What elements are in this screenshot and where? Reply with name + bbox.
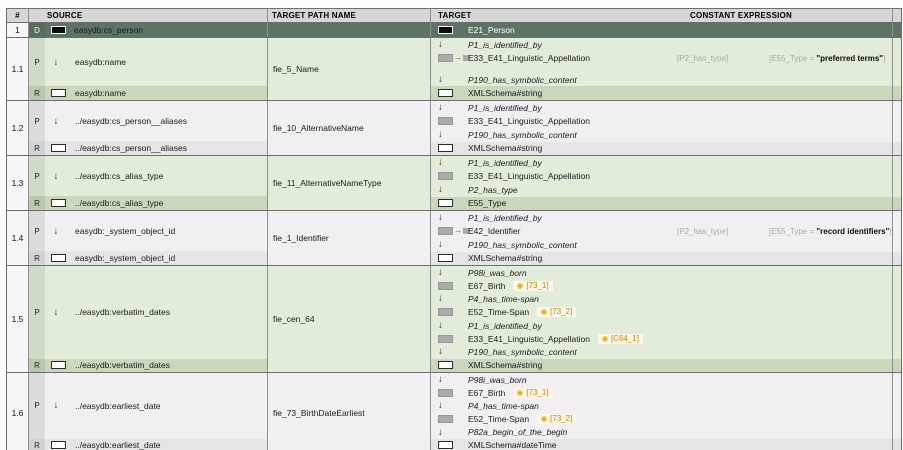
domain-source-row[interactable]: [29, 23, 267, 37]
target-line-entity[interactable]: [431, 306, 901, 319]
target-path-cell[interactable]: [268, 23, 431, 37]
domain-target-cell[interactable]: [431, 23, 901, 37]
target-line-label: P1_is_identified_by: [468, 102, 542, 113]
target-line-lead: [431, 401, 468, 411]
source-range-row[interactable]: [29, 196, 267, 210]
source-node-label: ../easydb:earliest_date: [75, 400, 161, 411]
domain-icon: [438, 26, 453, 34]
instance-icon: [438, 227, 453, 235]
header-target-path-name: TARGET PATH NAME: [268, 9, 431, 22]
source-range-label: ../easydb:cs_person__aliases: [75, 143, 187, 154]
target-path-cell[interactable]: [268, 156, 431, 210]
literal-icon: [438, 441, 453, 449]
row-number: 1.2: [7, 101, 29, 155]
source-cell: [29, 156, 268, 210]
target-line-lead: [431, 75, 468, 85]
target-line-entity[interactable]: [431, 279, 901, 292]
domain-target-label: E21_Person: [468, 25, 515, 35]
target-line-label: P1_is_identified_by: [468, 320, 542, 331]
constant-expression-value: "record identifiers": [816, 226, 890, 236]
gear-icon: [541, 416, 547, 422]
target-line-range[interactable]: [431, 439, 901, 450]
target-line-lead: [431, 321, 468, 331]
source-range-badge: R: [34, 198, 40, 208]
target-line-label: XMLSchema#string: [468, 360, 543, 371]
source-node-label: ../easydb:verbatim_dates: [75, 307, 170, 318]
instance-icon: [438, 117, 453, 125]
row-number: 1.1: [7, 38, 29, 100]
source-node-badge: P: [34, 116, 40, 126]
reference-badge-label: [73_1]: [526, 280, 549, 290]
target-line-lead: [431, 117, 468, 125]
source-cell: [29, 211, 268, 265]
target-line-label: XMLSchema#dateTime: [468, 440, 557, 450]
target-line-label: P190_has_symbolic_content: [468, 74, 577, 85]
target-line-lead: [431, 308, 468, 316]
target-line-label: E33_E41_Linguistic_Appellation: [468, 53, 590, 64]
link-arrow-icon: →: [454, 53, 462, 63]
instance-icon: [438, 335, 453, 343]
target-line-label: P1_is_identified_by: [468, 157, 542, 168]
source-node-row[interactable]: [29, 101, 267, 141]
target-line-range[interactable]: [431, 142, 901, 156]
domain-icon: [51, 26, 66, 34]
target-line-range[interactable]: [431, 197, 901, 211]
source-cell: [29, 101, 268, 155]
target-line-lead: [431, 294, 468, 304]
target-path-label: fie_5_Name: [273, 64, 319, 74]
target-line-entity[interactable]: [431, 386, 901, 399]
constant-expression-suffix: ]: [889, 226, 892, 236]
target-path-cell[interactable]: [268, 211, 431, 265]
mapping-table: [6, 8, 902, 450]
source-node-row[interactable]: [29, 38, 267, 86]
row-number: 1.6: [7, 373, 29, 450]
literal-icon: [51, 199, 66, 207]
target-line-label: E33_E41_Linguistic_Appellation: [468, 116, 590, 127]
down-arrow-icon: ↓: [53, 170, 59, 182]
target-line-label: P98i_was_born: [468, 267, 527, 278]
target-line-prop[interactable]: [431, 73, 901, 87]
instance-icon: [438, 415, 453, 423]
header-num: #: [7, 9, 29, 22]
target-path-cell[interactable]: [268, 373, 431, 450]
down-arrow-icon: ↓: [438, 319, 443, 331]
reference-badge[interactable]: [598, 334, 643, 344]
target-line-prop[interactable]: [431, 266, 901, 279]
target-line-prop[interactable]: [431, 211, 901, 225]
table-body: [7, 23, 901, 450]
source-range-row[interactable]: [29, 251, 267, 265]
mapping-row-group: [7, 155, 901, 210]
target-line-range[interactable]: [431, 359, 901, 372]
target-line-label: E67_Birth: [468, 387, 506, 398]
target-line-prop[interactable]: [431, 156, 901, 170]
target-line-entity[interactable]: [431, 170, 901, 184]
source-range-label: ../easydb:verbatim_dates: [75, 360, 170, 371]
literal-icon: [51, 254, 66, 262]
source-cell: [29, 373, 268, 450]
source-range-row[interactable]: [29, 141, 267, 155]
target-cell: [431, 211, 901, 265]
target-line-label: P1_is_identified_by: [468, 212, 542, 223]
domain-source-label: easydb:cs_person: [74, 25, 143, 35]
target-line-label: P190_has_symbolic_content: [468, 239, 577, 250]
constant-expression-property: [P2_has_type]: [677, 226, 729, 236]
source-range-row[interactable]: [29, 86, 267, 100]
target-line-label: P4_has_time-span: [468, 294, 539, 305]
source-node-badge: P: [34, 171, 40, 181]
down-arrow-icon: ↓: [438, 266, 443, 278]
literal-icon: [51, 144, 66, 152]
target-path-cell[interactable]: [268, 38, 431, 100]
instance-icon: [438, 172, 453, 180]
instance-icon: [438, 54, 453, 62]
reference-badge-label: [73_2]: [550, 414, 573, 424]
reference-badge-label: [73_2]: [550, 307, 573, 317]
header-constant-expression: CONSTANT EXPRESSION: [690, 11, 792, 20]
header-target-label: TARGET: [438, 11, 472, 20]
source-range-label: easydb:_system_object_id: [75, 253, 176, 264]
target-line-range[interactable]: [431, 86, 901, 100]
mapping-row-group: [7, 265, 901, 372]
down-arrow-icon: ↓: [438, 157, 443, 168]
literal-icon: [51, 441, 66, 449]
source-node-row[interactable]: [29, 211, 267, 251]
instance-icon: [438, 389, 453, 397]
instance-icon: [438, 308, 453, 316]
constant-expression-value: "preferred terms": [816, 53, 884, 63]
down-arrow-icon: ↓: [438, 239, 443, 250]
target-line-label: P1_is_identified_by: [468, 39, 542, 50]
target-cell: [431, 156, 901, 210]
target-line-lead: [431, 130, 468, 140]
source-node-label: easydb:_system_object_id: [75, 226, 176, 237]
constant-expression-prefix: [E55_Type =: [769, 226, 817, 236]
row-number: 1: [7, 23, 29, 37]
target-line-spacer: [431, 65, 901, 73]
target-line-prop[interactable]: [431, 38, 901, 52]
target-line-lead: [431, 347, 468, 357]
target-line-prop[interactable]: [431, 399, 901, 412]
constant-expression-suffix: ]: [883, 53, 886, 63]
down-arrow-icon: ↓: [438, 129, 443, 140]
source-node-label: ../easydb:cs_person__aliases: [75, 116, 187, 127]
target-line-lead: [431, 254, 468, 262]
target-line-label: P190_has_symbolic_content: [468, 129, 577, 140]
row-number: 1.3: [7, 156, 29, 210]
target-line-label: XMLSchema#string: [468, 143, 543, 154]
literal-icon: [438, 89, 453, 97]
target-line-label: XMLSchema#string: [468, 253, 543, 264]
domain-row[interactable]: [7, 23, 901, 37]
constant-expression-entity: [769, 54, 885, 63]
mapping-row-group: [7, 100, 901, 155]
mapping-row-group: [7, 372, 901, 450]
source-range-badge: R: [34, 253, 40, 263]
source-node-label: ../easydb:cs_alias_type: [75, 171, 164, 182]
target-path-label: fie_73_BirthDateEarliest: [273, 407, 365, 418]
source-node-badge: P: [34, 226, 40, 236]
target-line-lead: [431, 335, 468, 343]
target-line-prop[interactable]: [431, 346, 901, 359]
source-range-badge: R: [34, 360, 40, 370]
literal-icon: [438, 361, 453, 369]
reference-badge[interactable]: [513, 281, 552, 291]
target-line-prop[interactable]: [431, 238, 901, 252]
target-line-entity[interactable]: [431, 413, 901, 426]
target-line-lead: [431, 158, 468, 168]
source-cell: [29, 266, 268, 372]
domain-badge: D: [34, 25, 40, 35]
down-arrow-icon: ↓: [438, 400, 443, 412]
target-line-label: P98i_was_born: [468, 374, 527, 385]
reference-badge[interactable]: [537, 414, 576, 424]
target-line-lead: [431, 172, 468, 180]
target-line-range[interactable]: [431, 252, 901, 266]
reference-badge-label: [73_1]: [526, 387, 549, 397]
target-line-prop[interactable]: [431, 426, 901, 439]
down-arrow-icon: ↓: [438, 73, 443, 85]
down-arrow-icon: ↓: [438, 426, 443, 438]
target-path-label: fie_11_AlternativeNameType: [273, 178, 382, 188]
target-line-label: P4_has_time-span: [468, 400, 539, 411]
target-line-lead: [431, 389, 468, 397]
target-line-entity[interactable]: [431, 52, 901, 66]
target-cell: [431, 101, 901, 155]
down-arrow-icon: ↓: [438, 346, 443, 358]
source-range-badge: R: [34, 440, 40, 450]
target-line-prop[interactable]: [431, 101, 901, 115]
header-target: [431, 9, 901, 22]
target-line-label: E33_E41_Linguistic_Appellation: [468, 171, 590, 182]
gear-icon: [517, 283, 523, 289]
target-line-entity[interactable]: [431, 225, 901, 239]
domain-source-cell[interactable]: [29, 23, 268, 37]
row-number: 1.5: [7, 266, 29, 372]
target-line-lead: [431, 428, 468, 438]
literal-icon: [51, 361, 66, 369]
down-arrow-icon: ↓: [438, 373, 443, 385]
target-line-label: E52_Time-Span: [468, 307, 530, 318]
target-line-label: P190_has_symbolic_content: [468, 347, 577, 358]
instance-icon: [438, 282, 453, 290]
down-arrow-icon: ↓: [438, 293, 443, 305]
source-node-row[interactable]: [29, 266, 267, 359]
row-number: 1.4: [7, 211, 29, 265]
literal-icon: [438, 144, 453, 152]
literal-icon: [438, 254, 453, 262]
gear-icon: [541, 309, 547, 315]
source-range-label: ../easydb:earliest_date: [75, 440, 161, 450]
source-node-row[interactable]: [29, 373, 267, 439]
mapping-row-group: [7, 37, 901, 100]
target-line-lead: [431, 89, 468, 97]
target-line-label: XMLSchema#string: [468, 88, 543, 99]
target-line-prop[interactable]: [431, 319, 901, 332]
target-line-lead: [431, 144, 468, 152]
constant-expression-property: [P2_has_type]: [677, 53, 729, 63]
target-line-prop[interactable]: [431, 128, 901, 142]
target-line-lead: [431, 54, 468, 62]
header-source: SOURCE: [29, 9, 268, 22]
down-arrow-icon: ↓: [438, 212, 443, 223]
target-line-lead: [431, 268, 468, 278]
target-line-entity[interactable]: [431, 115, 901, 129]
target-line-lead: [431, 240, 468, 250]
target-line-lead: [431, 415, 468, 423]
target-line-lead: [431, 361, 468, 369]
target-line-lead: [431, 213, 468, 223]
target-line-lead: [431, 26, 468, 34]
literal-icon: [438, 199, 453, 207]
reference-badge[interactable]: [537, 307, 576, 317]
down-arrow-icon: ↓: [438, 184, 443, 195]
target-line-label: P2_has_type: [468, 184, 518, 195]
target-line-label: E33_E41_Linguistic_Appellation: [468, 333, 590, 344]
down-arrow-icon: ↓: [53, 115, 59, 127]
target-line-lead: [431, 185, 468, 195]
down-arrow-icon: ↓: [53, 306, 59, 318]
down-arrow-icon: ↓: [53, 400, 59, 412]
target-line-prop[interactable]: [431, 373, 901, 386]
source-range-row[interactable]: [29, 439, 267, 450]
target-line-lead: [431, 103, 468, 113]
target-line-prop[interactable]: [431, 183, 901, 197]
source-range-badge: R: [34, 143, 40, 153]
gear-icon: [517, 390, 523, 396]
gear-icon: [602, 336, 608, 342]
source-node-label: easydb:name: [75, 57, 127, 68]
target-cell: [431, 266, 901, 372]
target-path-label: fie_10_AlternativeName: [273, 123, 364, 133]
table-header-row: [7, 9, 901, 23]
target-line-label: E67_Birth: [468, 280, 506, 291]
source-range-row[interactable]: [29, 359, 267, 372]
target-line-lead: [431, 40, 468, 50]
target-line[interactable]: [431, 23, 901, 37]
literal-icon: [51, 89, 66, 97]
target-line-lead: [431, 282, 468, 290]
down-arrow-icon: ↓: [438, 102, 443, 113]
target-line-label: E52_Time-Span: [468, 414, 530, 425]
source-node-badge: P: [34, 57, 40, 67]
target-line-entity[interactable]: [431, 332, 901, 345]
down-arrow-icon: ↓: [53, 56, 59, 68]
target-line-lead: [431, 375, 468, 385]
down-arrow-icon: ↓: [438, 39, 443, 51]
target-line-label: P82a_begin_of_the_begin: [468, 427, 568, 438]
reference-badge[interactable]: [513, 388, 552, 398]
target-cell: [431, 373, 901, 450]
target-path-label: fie_1_Identifier: [273, 233, 329, 243]
constant-expression-entity: [769, 227, 892, 236]
target-line-lead: [431, 199, 468, 207]
constant-expression-prefix: [E55_Type =: [769, 53, 817, 63]
source-range-badge: R: [34, 88, 40, 98]
target-line-lead: [431, 227, 468, 235]
target-cell: [431, 38, 901, 100]
source-node-badge: P: [34, 401, 40, 411]
source-node-row[interactable]: [29, 156, 267, 196]
mapping-row-group: [7, 210, 901, 265]
target-path-label: fie_cen_64: [273, 314, 315, 324]
target-line-label: E42_Identifier: [468, 226, 521, 237]
source-cell: [29, 38, 268, 100]
target-path-cell[interactable]: [268, 101, 431, 155]
down-arrow-icon: ↓: [53, 225, 59, 237]
target-path-cell[interactable]: [268, 266, 431, 372]
target-line-lead: [431, 441, 468, 449]
link-arrow-icon: →: [454, 226, 462, 236]
source-range-label: easydb:name: [75, 88, 127, 99]
target-line-label: E55_Type: [468, 198, 507, 209]
source-range-label: ../easydb:cs_alias_type: [75, 198, 164, 209]
target-line-prop[interactable]: [431, 293, 901, 306]
reference-badge-label: [C64_1]: [610, 333, 639, 343]
source-node-badge: P: [34, 307, 40, 317]
